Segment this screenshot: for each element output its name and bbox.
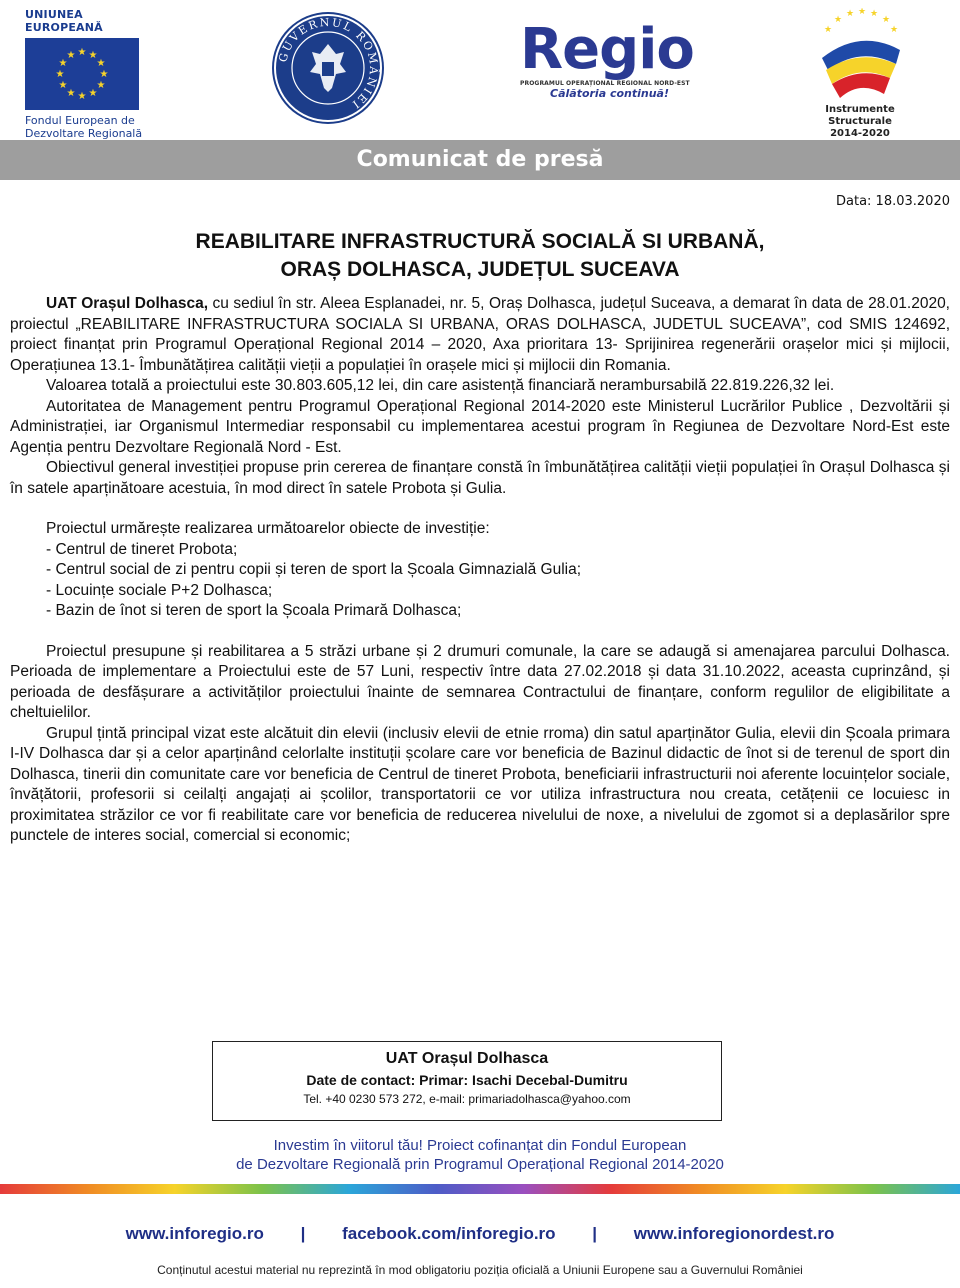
- svg-text:★: ★: [88, 88, 98, 99]
- investment-list: [10, 519, 950, 622]
- structural-instruments-icon: [800, 8, 920, 102]
- regio-logo: [520, 17, 720, 122]
- svg-text:★: ★: [881, 15, 891, 25]
- cofinancing-statement: Investim în viitorul tău! Proiect cofinanțat din Fondul European de Dezvoltare Regională prin Programul Operațional Regional 2014-2020: [236, 1137, 724, 1173]
- eu-logo: [25, 8, 147, 140]
- svg-text:★: ★: [869, 9, 879, 19]
- paragraph-intro: UAT Orașul Dolhasca, cu sediul în str. Aleea Esplanadei, nr. 5, Oraș Dolhasca, județul Suceava, a demarat în data de 28.01.2020, proiectul „REABILITARE INFRASTRUCTURA SOCIALA SI URBANA, ORAS DOLHASCA, JUDETUL SUCEAVA”, cod SMIS 124692, proiect finanțat prin Programul Operațional Regional 2014 – 2020, Axa prioritara 13- Sprijinirea regenerării orașelor mici și mijlocii, Operațiunea 13.1- Îmbunătățirea calității vieții a populației în orașele mici și mijlocii din Romania.: [10, 295, 950, 374]
- separator: |: [592, 1224, 598, 1243]
- document-title: REABILITARE INFRASTRUCTURĂ SOCIALĂ SI URBANĂ, ORAȘ DOLHASCA, JUDEȚUL SUCEAVA: [195, 230, 765, 281]
- svg-text:★: ★: [66, 88, 76, 99]
- body-text: [10, 294, 950, 847]
- regio-tagline: Călătoria continuă!: [550, 87, 669, 100]
- svg-text:★: ★: [96, 80, 106, 91]
- link-inforegionordest[interactable]: www.inforegionordest.ro: [633, 1224, 835, 1243]
- eu-title: UNIUNEA EUROPEANĂ: [25, 8, 103, 34]
- separator: |: [300, 1224, 306, 1243]
- footer-links: [0, 1224, 960, 1244]
- contact-mayor: Date de contact: Primar: Isachi Decebal-Dumitru: [306, 1072, 628, 1088]
- svg-text:★: ★: [77, 91, 87, 102]
- eu-flag-icon: [25, 38, 139, 110]
- svg-text:★: ★: [58, 80, 68, 91]
- paragraph-target-group: Grupul țintă principal vizat este alcătuit din elevii (inclusiv elevii de etnie rroma) din satul aparținător Gulia, elevii din Școala primara I-IV Dolhasca dar și a celor aparținând celorlalte instituții școlare care vor beneficia de Bazinul didactic de înot si de terenul de sport din Dolhasca, tinerii din comunitate care vor beneficia de Centrul de tineret Probota, beneficiarii infrastructurii noi aferente locuințelor sociale, învățătorii, profesorii si ceilalți angajați ai școlilor, transportatorii ce vor utiliza infrastructura nou creata, cetățenii ce locuiesc in proximitatea străzilor ce vor fi reabilitate care vor beneficia de reducerea nivelului de noxe, a nivelului de zgomot si a deplasărilor spre punctele de interes social, comercial si economic;: [10, 724, 950, 844]
- svg-text:★: ★: [889, 25, 899, 35]
- list-intro: Proiectul urmărește realizarea următoarelor obiecte de investiție:: [46, 520, 490, 537]
- svg-text:★: ★: [66, 50, 76, 61]
- paragraph-objective: Obiectivul general investiției propuse prin cererea de finanțare constă în îmbunătățirea calității vieții populației în Orașul Dolhasca și în satele aparținătoare acestuia, în mod direct în satele Probota și Gulia.: [10, 459, 950, 497]
- logo-header: [0, 0, 960, 140]
- paragraph-authority: Autoritatea de Management pentru Programul Operațional Regional 2014-2020 este Ministerul Lucrărilor Publice , Dezvoltării și Administrației, iar Organismul Intermediar responsabil cu implementarea acestui program în Regiunea de Dezvoltare Nord-Est este Agenția pentru Dezvoltare Regională Nord - Est.: [10, 397, 950, 456]
- paragraph-value: Valoarea totală a proiectului este 30.803.605,12 lei, din care asistență financiară nerambursabilă 22.819.226,32 lei.: [46, 377, 835, 394]
- svg-text:★: ★: [99, 69, 109, 80]
- structural-instruments-label: Instrumente Structurale 2014-2020: [825, 104, 895, 139]
- eu-fund-label: Fondul European de Dezvoltare Regională: [25, 114, 143, 140]
- seal-text: GUVERNUL ROMÂNIEI: [276, 15, 381, 112]
- regio-program-label: PROGRAMUL OPERAȚIONAL REGIONAL NORD-EST: [520, 80, 690, 87]
- svg-text:★: ★: [833, 15, 843, 25]
- svg-text:★: ★: [88, 50, 98, 61]
- svg-text:★: ★: [845, 9, 855, 19]
- svg-text:★: ★: [55, 69, 65, 80]
- list-item: - Locuințe sociale P+2 Dolhasca;: [46, 581, 273, 599]
- list-item: - Bazin de înot si teren de sport la Școala Primară Dolhasca;: [46, 602, 462, 619]
- svg-text:★: ★: [58, 58, 68, 69]
- svg-text:★: ★: [823, 25, 833, 35]
- paragraph-scope: Proiectul presupune și reabilitarea a 5 străzi urbane și 2 drumuri comunale, la care se adaugă si amenajarea parcului Dolhasca. Perioada de implementare a Proiectului este de 57 Luni, respectiv între data 27.02.2018 și data 31.10.2022, aceasta cuprinzând, și perioada de desfășurare a activităților proiectului înainte de semnarea Contractului de finanțare, conform regulilor de eligibilitate a cheltuielilor.: [10, 642, 950, 721]
- press-release-banner: Comunicat de presă: [0, 140, 960, 180]
- contact-box: [212, 1041, 722, 1121]
- svg-text:★: ★: [857, 8, 867, 17]
- regio-wordmark: Regio: [520, 17, 694, 82]
- list-item: - Centrul social de zi pentru copii și teren de sport la Școala Gimnazială Gulia;: [46, 561, 582, 578]
- svg-text:★: ★: [77, 47, 87, 58]
- disclaimer: Conținutul acestui material nu reprezintă în mod obligatoriu poziția oficială a Uniunii Europene sau a Guvernului României: [157, 1263, 803, 1277]
- contact-name: UAT Orașul Dolhasca: [385, 1050, 549, 1067]
- svg-text:★: ★: [96, 58, 106, 69]
- link-facebook[interactable]: facebook.com/inforegio.ro: [342, 1224, 556, 1243]
- link-inforegio[interactable]: www.inforegio.ro: [125, 1224, 264, 1243]
- romanian-government-seal: [272, 12, 384, 124]
- structural-instruments-logo: [800, 8, 920, 139]
- rainbow-divider: [0, 1184, 960, 1194]
- contact-details: Tel. +40 0230 573 272, e-mail: primariadolhasca@yahoo.com: [303, 1092, 631, 1106]
- list-item: - Centrul de tineret Probota;: [46, 540, 238, 558]
- release-date: Data: 18.03.2020: [836, 194, 950, 209]
